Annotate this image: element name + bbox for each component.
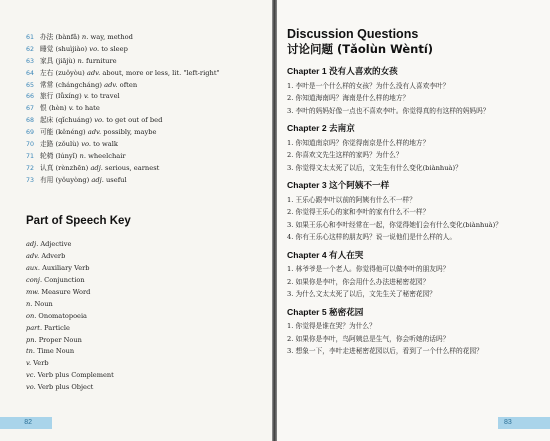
pos-key-item [26,263,114,275]
discussion-question: 3. 为什么文太太死了以后，文先生关了秘密花园？ [287,290,436,299]
page-number-tab-left [0,417,52,429]
vocab-gloss: to walk [93,140,118,149]
page-number-right: 83 [504,419,512,426]
pos-description: Verb plus Complement [37,371,114,380]
vocab-number: 71 [26,152,35,160]
left-page [0,0,272,441]
vocab-pos: n. [77,56,84,65]
pos-description: Verb [33,359,49,368]
vocab-pos: n. [79,151,86,160]
pos-description: Adverb [41,251,66,260]
vocab-pos: adj. [90,163,103,172]
pos-key-item [26,382,114,394]
pos-key-item [26,370,114,382]
vocab-pos: vo. [81,140,91,149]
vocab-number: 64 [26,69,35,77]
pos-description: Verb plus Object [37,383,94,392]
vocab-number: 63 [26,57,35,65]
vocab-number: 72 [26,164,35,172]
vocab-pinyin: (lǚxíng) [55,92,82,101]
pos-key-item [26,239,114,251]
vocab-pinyin: (zuǒyòu) [55,68,85,77]
pos-abbreviation: n. [26,299,33,308]
vocab-gloss: serious, earnest [105,163,160,172]
discussion-question: 2. 你喜欢文先生这样的家吗？为什么？ [287,151,403,160]
chapter-section [287,249,542,299]
vocab-pinyin: (shuìjiào) [55,44,88,53]
vocab-hanzi: 办法 [40,33,54,41]
vocab-hanzi: 认真 [40,163,54,172]
pos-description: Particle [44,323,70,332]
pos-key-item [26,346,114,358]
vocab-hanzi: 恨 [40,104,47,113]
pos-abbreviation: vc. [26,371,36,380]
vocab-pinyin: (qǐchuáng) [55,116,93,125]
pos-abbreviation: conj. [26,275,43,284]
vocab-pos: adv. [104,80,118,89]
vocab-gloss: to hate [76,104,100,113]
vocab-pinyin: (hèn) [48,104,67,113]
vocab-item [26,115,220,127]
vocab-gloss: possibly, maybe [103,128,157,137]
pos-key-title: Part of Speech Key [26,215,131,227]
vocab-pos: n. [81,33,89,41]
vocab-gloss: to sleep [101,44,128,53]
vocab-item [26,139,220,151]
pos-description: Adjective [40,240,72,248]
vocab-pos: vo. [94,116,105,125]
vocab-hanzi: 起床 [40,116,54,125]
vocab-pinyin: (chángcháng) [55,80,102,89]
pos-description: Auxiliary Verb [42,263,90,272]
pos-description: Time Noun [37,347,75,356]
vocab-number: 70 [26,141,35,149]
discussion-question: 1. 你觉得是谁在哭？为什么？ [287,322,376,331]
right-page [277,0,550,441]
vocab-number: 69 [26,129,35,137]
vocab-hanzi: 轮椅 [40,151,54,160]
vocab-item [26,163,220,175]
vocab-gloss: wheelchair [88,151,126,160]
discussion-question: 3. 你觉得文太太死了以后，文先生有什么变化(biànhuà)？ [287,163,462,172]
vocab-hanzi: 走路 [40,140,54,149]
vocab-hanzi: 有用 [40,175,54,184]
discussion-question: 3. 李叶的妈妈好像一点也不喜欢李叶。你觉得真的有这样的妈妈吗？ [287,106,490,115]
pos-description: Proper Noun [38,335,82,344]
pos-description: Onomatopoeia [38,311,87,320]
pos-key-item [26,287,114,299]
vocab-hanzi: 睡觉 [40,44,54,53]
vocab-gloss: way, method [90,33,133,41]
vocab-hanzi: 家具 [40,56,54,65]
discussion-question: 3. 如果王乐心和李叶经常在一起，你觉得她们会有什么变化(biànhuà)？ [287,220,502,229]
vocab-hanzi: 可能 [40,128,54,137]
pos-abbreviation: vo. [26,383,36,392]
vocab-pinyin: (lúnyǐ) [55,151,78,160]
pos-key-item [26,251,114,263]
vocab-number: 65 [26,81,35,89]
vocab-item [26,80,220,92]
pos-abbreviation: tn. [26,347,35,356]
chapter-title: Chapter 4 有人在哭 [287,249,364,260]
chapter-section [287,122,542,172]
vocab-item [26,151,220,163]
vocab-pinyin: (jiājù) [55,56,76,65]
discussion-question: 1. 你知道南京吗？你觉得南京是什么样的地方？ [287,138,430,147]
discussion-question: 2. 你觉得王乐心的家和李叶的家有什么不一样？ [287,208,430,217]
vocab-number: 67 [26,105,35,113]
pos-key-item [26,311,114,323]
vocab-item [26,44,220,56]
vocab-gloss: furniture [86,56,117,65]
chapter-section [287,65,542,115]
chapter-section [287,179,542,241]
vocab-number: 62 [26,45,35,53]
chapter-section [287,306,542,356]
pos-abbreviation: pn. [26,335,37,344]
vocab-item [26,175,220,187]
pos-abbreviation: adv. [26,251,40,260]
vocab-hanzi: 旅行 [40,92,54,101]
discussion-questions-title: Discussion Questions [287,27,419,41]
pos-abbreviation: v. [26,359,32,368]
vocab-pos: adv. [87,128,102,137]
vocab-item [26,56,220,68]
chapter-title: Chapter 5 秘密花园 [287,306,364,317]
pos-key-item [26,275,114,287]
vocab-item [26,32,220,44]
discussion-question: 2. 你知道海南吗？海南是什么样的地方？ [287,94,410,102]
vocab-pinyin: (kěnéng) [55,128,86,137]
discussion-question: 2. 如果你是李叶，鸟阿姨总是生气，你会听她的话吗？ [287,334,450,343]
chapter-title: Chapter 3 这个阿姨不一样 [287,180,390,191]
pos-description: Noun [34,299,53,308]
chapter-title: Chapter 2 去南京 [287,123,355,134]
discussion-question: 2. 如果你是李叶，你会用什么办法进秘密花园？ [287,277,430,286]
vocab-item [26,103,220,115]
pos-abbreviation: adj. [26,240,39,248]
pos-description: Measure Word [41,287,91,296]
vocab-hanzi: 常常 [40,80,54,89]
vocabulary-list [26,32,220,187]
pos-abbreviation: part. [26,323,43,332]
discussion-questions-subtitle: 讨论问题 (Tǎolùn Wèntí) [287,42,434,56]
vocab-gloss: to get out of bed [106,116,163,125]
pos-key-item [26,335,114,347]
pos-description: Conjunction [44,275,85,284]
discussion-question: 1. 林爷爷是一个老人。你觉得他可以做李叶的朋友吗？ [287,265,450,274]
vocab-number: 68 [26,117,35,125]
vocab-gloss: often [119,80,138,89]
pos-abbreviation: aux. [26,263,40,272]
pos-abbreviation: on. [26,311,37,320]
vocab-number: 73 [26,176,35,184]
discussion-question: 4. 你有王乐心这样的朋友吗？说一说他们是什么样的人。 [287,233,457,242]
vocab-number: 61 [26,34,35,41]
discussion-question: 1. 李叶是一个什么样的女孩？为什么没有人喜欢李叶？ [287,81,450,90]
vocab-item [26,127,220,139]
vocab-hanzi: 左右 [40,68,54,77]
vocab-pinyin: (bànfǎ) [55,33,80,41]
page-number-tab-right [498,417,550,429]
vocab-number: 66 [26,93,35,101]
vocab-item [26,68,220,80]
vocab-pos: adv. [86,68,101,77]
vocab-pinyin: (rènzhēn) [55,163,89,172]
vocab-pinyin: (yǒuyòng) [55,175,90,184]
vocab-gloss: to travel [91,92,120,101]
pos-key-list [26,239,114,394]
vocab-pinyin: (zǒulù) [55,140,80,149]
chapter-title: Chapter 1 没有人喜欢的女孩 [287,66,398,76]
vocab-pos: vo. [89,44,100,53]
discussion-question: 1. 王乐心跟李叶以前的阿姨有什么不一样？ [287,195,416,204]
pos-key-item [26,323,114,335]
pos-key-item [26,299,114,311]
vocab-pos: adj. [91,175,104,184]
vocab-gloss: useful [106,175,127,184]
vocab-pos: v. [68,104,74,113]
discussion-question: 3. 想象一下，李叶走进秘密花园以后，看到了一个什么样的花园？ [287,347,483,356]
vocab-pos: v. [83,92,89,101]
vocab-gloss: about, more or less, lit. "left-right" [102,68,220,77]
vocab-item [26,91,220,103]
page-number-left: 82 [24,419,32,426]
pos-key-item [26,358,114,370]
pos-abbreviation: mw. [26,287,40,296]
chapters [287,65,542,363]
